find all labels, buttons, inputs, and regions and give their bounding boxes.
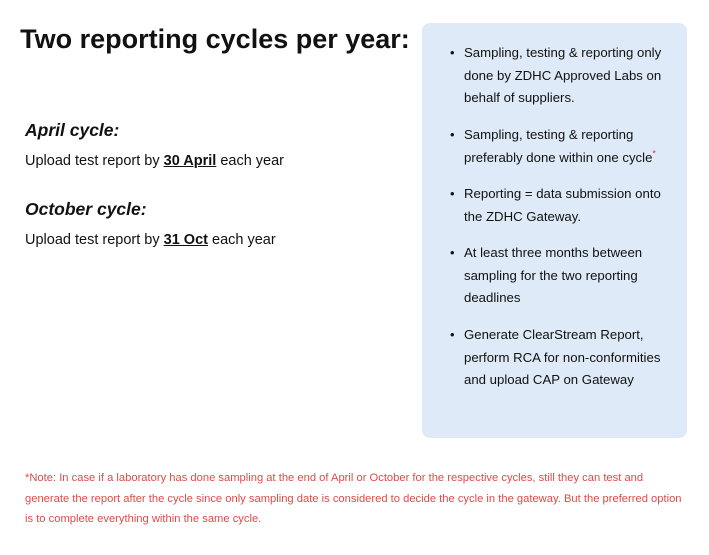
october-cycle-heading: October cycle:	[25, 199, 147, 219]
april-cycle-heading: April cycle:	[25, 120, 120, 140]
bullet-dot-icon: •	[450, 127, 455, 142]
april-cycle-text	[25, 151, 284, 171]
bullet-text: At least three months between sampling for the two reporting deadlines	[464, 245, 643, 305]
bullet-text: Sampling, testing & reporting only done by ZDHC Approved Labs on behalf of suppliers.	[464, 45, 662, 105]
october-cycle-text	[25, 230, 276, 250]
october-deadline: 31 Oct	[163, 232, 208, 248]
bullet-text: Sampling, testing & reporting preferably done within one cycle	[464, 127, 653, 165]
october-text-before: Upload test report by	[25, 232, 164, 248]
bullet-dot-icon: •	[450, 245, 455, 260]
april-text-after: each year	[216, 153, 285, 169]
bullet-dot-icon: •	[450, 186, 455, 201]
bullet-clearstream	[450, 324, 669, 392]
info-panel	[422, 23, 687, 438]
bullet-three-months	[450, 242, 669, 310]
bullet-one-cycle	[450, 124, 669, 169]
page-title: Two reporting cycles per year:	[20, 24, 410, 54]
footnote-note: *Note: In case if a laboratory has done sampling at the end of April or October for the respective cycles, still they can test and generate the report after the cycle since only sampling date is considered to decide the cycle in the gateway. But the preferred option is to complete everything within the same cycle.	[25, 472, 682, 525]
bullet-dot-icon: •	[450, 45, 455, 60]
bullet-reporting-gateway	[450, 183, 669, 228]
april-deadline: 30 April	[163, 153, 217, 169]
bullet-dot-icon: •	[450, 327, 455, 342]
bullet-text: Reporting = data submission onto the ZDHC Gateway.	[464, 186, 661, 224]
bullet-approved-labs	[450, 42, 669, 110]
october-text-after: each year	[207, 232, 276, 248]
april-text-before: Upload test report by	[25, 153, 164, 169]
footnote-asterisk: *	[652, 148, 656, 159]
bullet-text: Generate ClearStream Report, perform RCA for non-conformities and upload CAP on Gateway	[464, 327, 661, 387]
